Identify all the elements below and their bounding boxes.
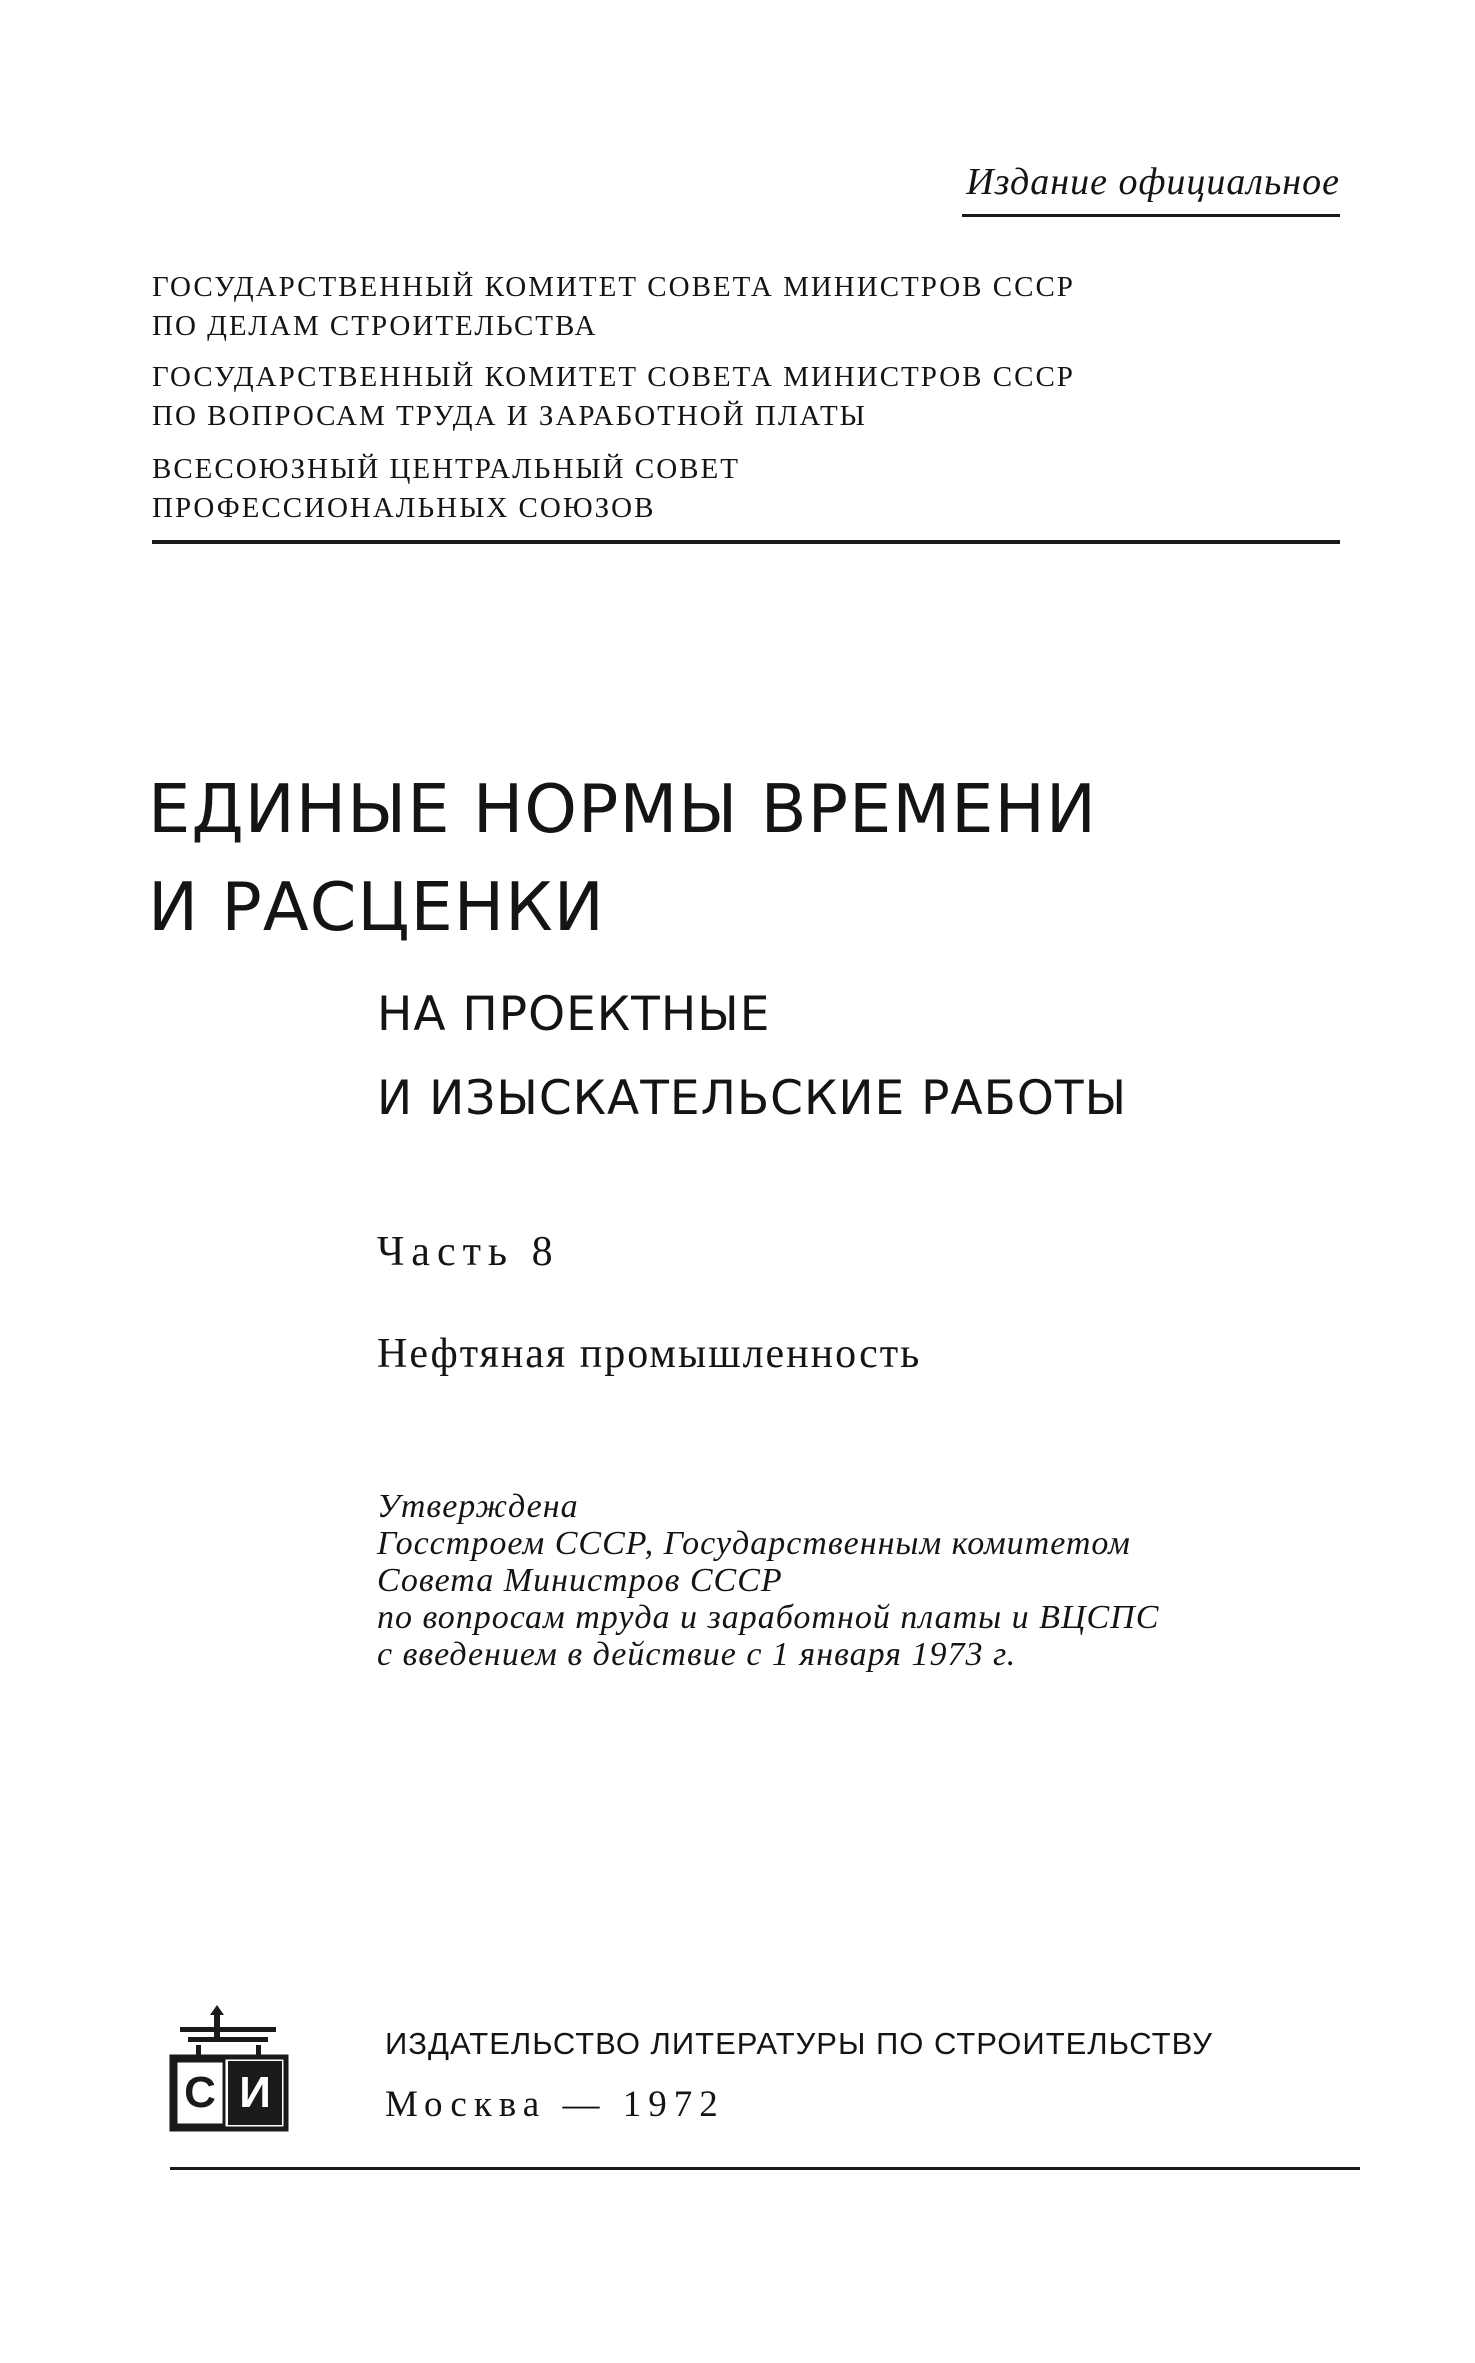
title-line: ЕДИНЫЕ НОРМЫ ВРЕМЕНИ	[148, 770, 1098, 848]
bottom-divider	[170, 2167, 1360, 2170]
organization-goskomtrud	[152, 358, 1075, 436]
organization-vtssps	[152, 450, 740, 528]
document-title	[148, 760, 1097, 956]
logo-letter: И	[239, 2068, 271, 2117]
approval-line: Совета Министров СССР	[377, 1562, 783, 1599]
title-line: И РАСЦЕНКИ	[148, 868, 605, 946]
organization-line: ПО ВОПРОСАМ ТРУДА И ЗАРАБОТНОЙ ПЛАТЫ	[152, 400, 867, 432]
organization-line: ГОСУДАРСТВЕННЫЙ КОМИТЕТ СОВЕТА МИНИСТРОВ СССР	[152, 271, 1075, 303]
organization-line: ВСЕСОЮЗНЫЙ ЦЕНТРАЛЬНЫЙ СОВЕТ	[152, 453, 740, 485]
edition-label: Издание официальное	[966, 161, 1340, 203]
publisher-name: ИЗДАТЕЛЬСТВО ЛИТЕРАТУРЫ ПО СТРОИТЕЛЬСТВУ	[385, 2026, 1213, 2061]
subtitle-line: НА ПРОЕКТНЫЕ	[377, 987, 771, 1042]
approval-line: Утверждена	[377, 1488, 579, 1525]
organizations-divider	[152, 540, 1340, 544]
organization-line: ПО ДЕЛАМ СТРОИТЕЛЬСТВА	[152, 310, 598, 342]
part-number: Часть 8	[377, 1229, 560, 1275]
organization-line: ГОСУДАРСТВЕННЫЙ КОМИТЕТ СОВЕТА МИНИСТРОВ СССР	[152, 361, 1075, 393]
approval-line: Госстроем СССР, Государственным комитетом	[377, 1525, 1131, 1562]
publication-city-year: Москва — 1972	[385, 2084, 725, 2125]
organization-gosstroy	[152, 268, 1075, 346]
publisher-logo	[166, 2005, 290, 2135]
part-name: Нефтяная промышленность	[377, 1331, 922, 1377]
logo-letter: С	[184, 2068, 216, 2117]
organization-line: ПРОФЕССИОНАЛЬНЫХ СОЮЗОВ	[152, 492, 656, 524]
edition-divider	[962, 214, 1340, 217]
subtitle-line: И ИЗЫСКАТЕЛЬСКИЕ РАБОТЫ	[377, 1071, 1128, 1126]
approval-note	[377, 1488, 1159, 1673]
approval-line: по вопросам труда и заработной платы и ВЦСПС	[377, 1599, 1160, 1636]
approval-line: с введением в действие с 1 января 1973 г.	[377, 1636, 1017, 1673]
document-subtitle	[377, 973, 1127, 1141]
